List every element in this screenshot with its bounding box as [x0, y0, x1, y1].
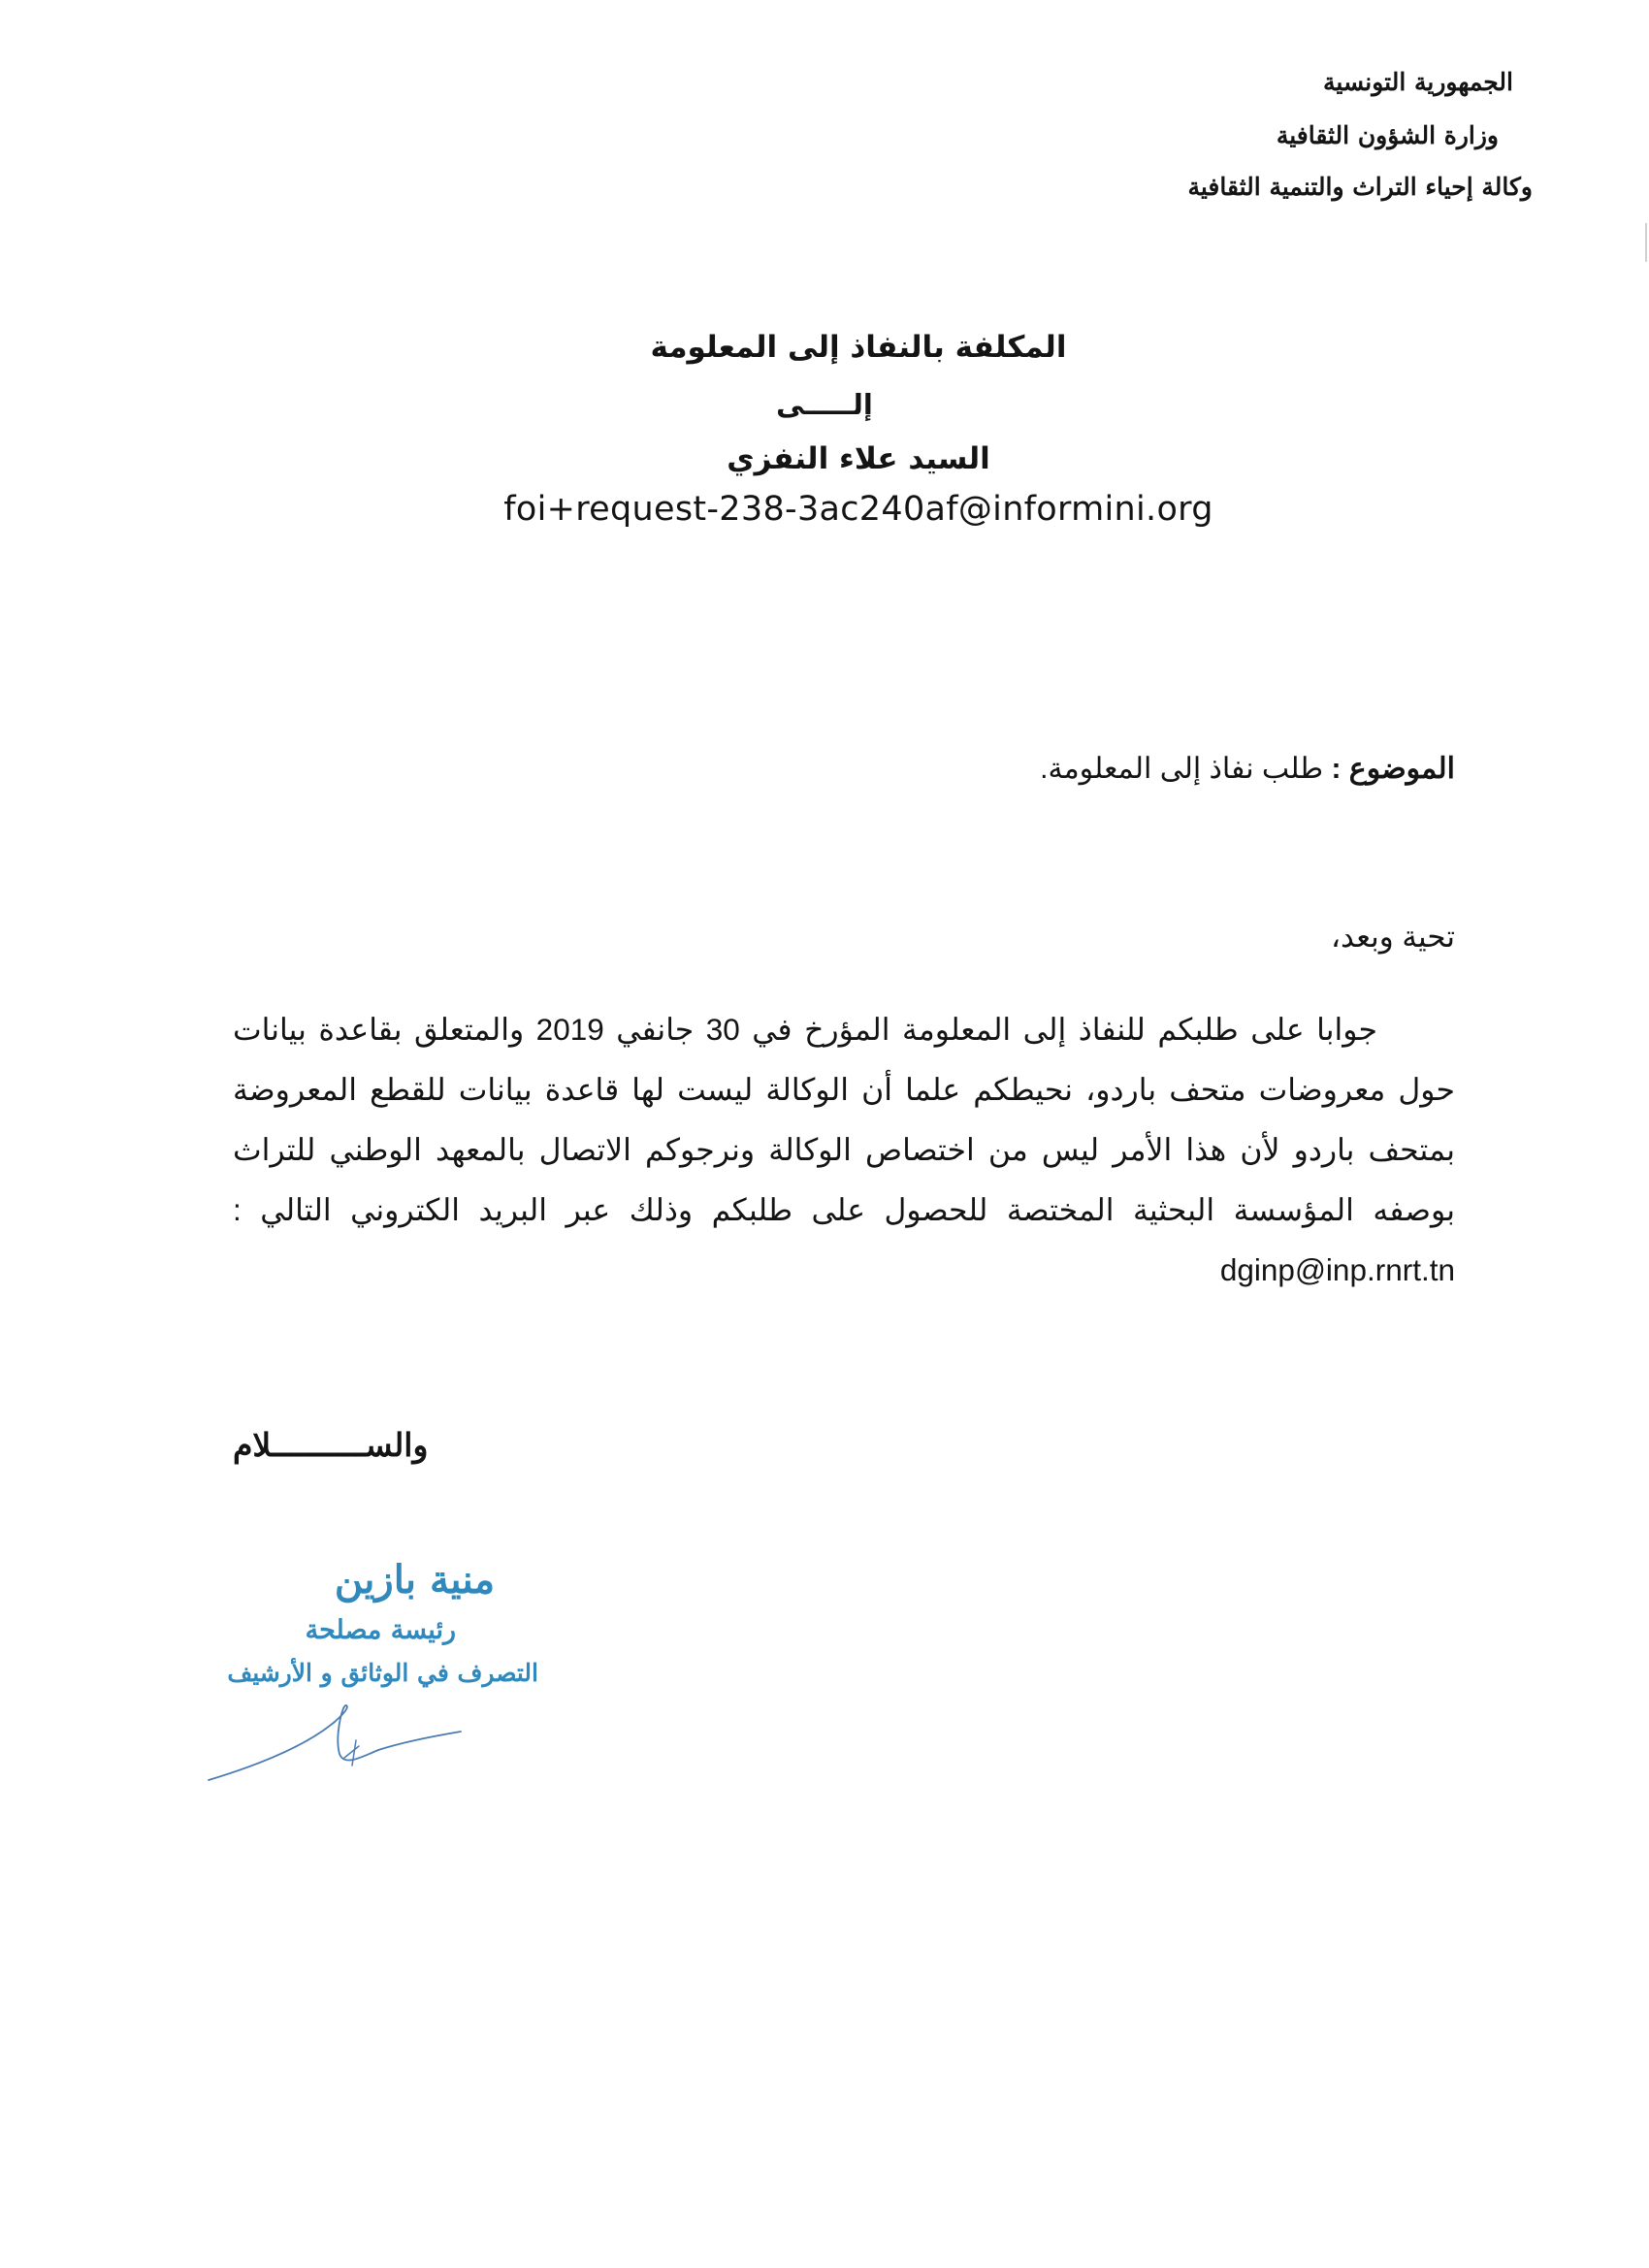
header-republic: الجمهورية التونسية — [1323, 68, 1513, 96]
signature-icon — [199, 1678, 490, 1795]
subject-line — [1040, 752, 1455, 786]
recipient-name: السيد علاء النفزي — [727, 441, 990, 476]
subject-label: الموضوع : — [1331, 753, 1455, 785]
recipient-email: foi+request-238-3ac240af@informini.org — [503, 490, 1213, 529]
header-ministry: وزارة الشؤون الثقافية — [1276, 121, 1499, 149]
to-word: إلـــــى — [776, 388, 873, 421]
body-text: جوابا على طلبكم للنفاذ إلى المعلومة المؤرخ في 30 جانفي 2019 والمتعلق بقاعدة بيانات حول معروضات متحف باردو، نحيطكم علما أن الوكالة ليست لها قاعدة بيانات للقطع المعروضة بمتحف باردو لأن هذا الأمر ليس من اختصاص الوكالة ونرجوكم الاتصال بالمعهد الوطني للتراث بوصفه المؤسسة البحثية المختصة للحصول على طلبكم وذلك عبر البريد الكتروني التالي : dginp@inp.rnrt.tn — [233, 1012, 1455, 1287]
body-paragraph — [233, 999, 1455, 1300]
sender-role: المكلفة بالنفاذ إلى المعلومة — [650, 330, 1067, 365]
stamp-name: منية بازين — [334, 1557, 495, 1603]
stamp-title: رئيسة مصلحة — [305, 1615, 456, 1645]
subject-text: طلب نفاذ إلى المعلومة. — [1040, 753, 1332, 785]
header-agency: وكالة إحياء التراث والتنمية الثقافية — [1187, 173, 1533, 201]
scan-edge-mark — [1645, 223, 1647, 262]
official-stamp — [189, 1557, 548, 1790]
greeting: تحية وبعد، — [1330, 920, 1455, 954]
stamp-department: التصرف في الوثائق و الأرشيف — [227, 1659, 538, 1687]
closing: والســــــــــلام — [233, 1426, 429, 1464]
